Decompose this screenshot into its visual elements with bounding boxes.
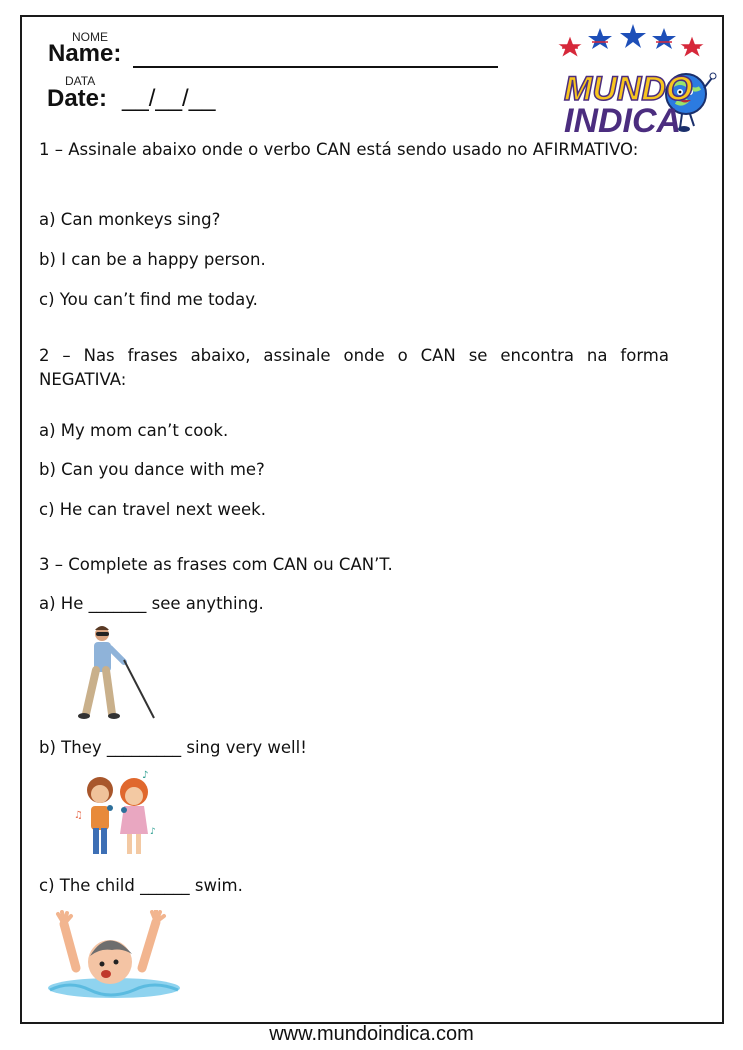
footer-url[interactable]: www.mundoindica.com <box>269 1023 474 1045</box>
q1-prompt: 1 – Assinale abaixo onde o verbo CAN está sendo usado no AFIRMATIVO: <box>39 140 639 159</box>
date-caption: DATA <box>65 74 96 88</box>
q1-option-c[interactable]: c) You can’t find me today. <box>39 290 258 309</box>
singing-children-illustration <box>74 768 166 860</box>
name-caption: NOME <box>72 30 108 44</box>
svg-text:♪: ♪ <box>142 770 149 781</box>
singing-kids-icon <box>74 768 166 860</box>
logo-word-mundo: MUNDO <box>564 70 693 108</box>
q3-item-c[interactable]: c) The child ______ swim. <box>39 876 243 895</box>
date-input-blank[interactable]: __/__/__ <box>122 85 216 112</box>
q1-option-a[interactable]: a) Can monkeys sing? <box>39 210 221 229</box>
svg-text:♪: ♪ <box>150 827 156 837</box>
name-label: Name: <box>48 40 122 67</box>
blind-man-illustration <box>72 624 162 720</box>
date-label: Date: <box>47 85 108 112</box>
q1-option-b[interactable]: b) I can be a happy person. <box>39 250 266 269</box>
drowning-child-illustration <box>44 910 184 1002</box>
name-input-line[interactable] <box>133 66 498 68</box>
blind-man-icon <box>72 624 162 720</box>
svg-text:♫: ♫ <box>74 810 83 821</box>
mundo-indica-logo <box>558 22 718 140</box>
q2-option-b[interactable]: b) Can you dance with me? <box>39 460 265 479</box>
logo-word-indica: INDICA <box>564 102 682 140</box>
q3-item-a[interactable]: a) He _______ see anything. <box>39 594 264 613</box>
q2-option-c[interactable]: c) He can travel next week. <box>39 500 266 519</box>
q2-option-a[interactable]: a) My mom can’t cook. <box>39 421 229 440</box>
q3-prompt: 3 – Complete as frases com CAN ou CAN’T. <box>39 555 393 574</box>
q3-item-b[interactable]: b) They _________ sing very well! <box>39 738 307 757</box>
drowning-child-icon <box>44 910 184 1002</box>
q2-prompt: 2 – Nas frases abaixo, assinale onde o CAN se encontra na forma NEGATIVA: <box>39 346 669 389</box>
